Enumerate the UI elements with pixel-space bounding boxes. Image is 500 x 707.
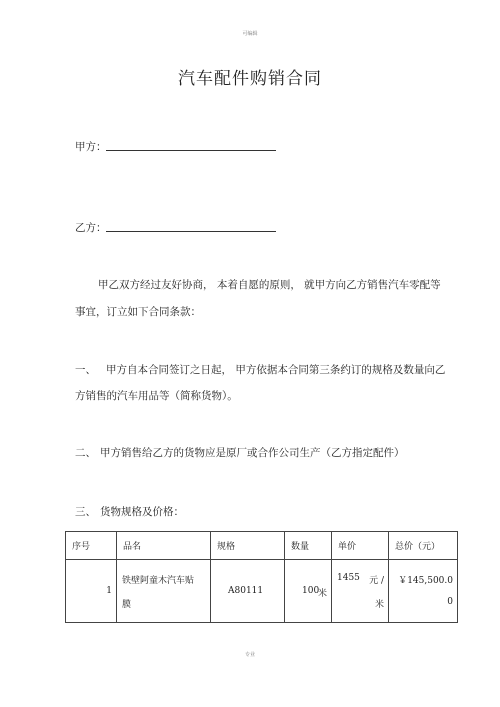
intro-line-2: 事宜，订立如下合同条款： (75, 306, 201, 318)
cell-name-line-1: 铁壁阿童木汽车贴 (122, 576, 195, 586)
cell-price-unit: 元 / (369, 576, 384, 586)
goods-price-table (65, 531, 458, 623)
cell-total (389, 560, 458, 623)
table-row (66, 560, 458, 623)
clause-3-number: 三、 (75, 506, 96, 518)
clause-1-line-1: 甲方自本合同签订之日起， 甲方依据本合同第三条约订的规格及数量向乙 (106, 364, 446, 376)
clause-3-text: 货物规格及价格： (100, 506, 184, 518)
cell-price-value: 1455 (337, 573, 360, 583)
cell-spec (211, 560, 285, 623)
cell-total-line-2: 0 (447, 597, 453, 607)
page-footer: 专业 (244, 652, 255, 658)
cell-qty-unit: 米 (317, 589, 327, 599)
table-header-row (66, 532, 458, 560)
column-header-unit-price: 单价 (332, 532, 389, 560)
column-header-qty: 数量 (285, 532, 332, 560)
column-header-spec: 规格 (211, 532, 285, 560)
cell-name-line-2: 膜 (122, 600, 132, 610)
cell-qty (285, 560, 332, 623)
cell-qty-value: 100 (302, 586, 320, 596)
clause-2-text: 甲方销售给乙方的货物应是原厂或合作公司生产（乙方指定配件） (100, 447, 405, 459)
document-title: 汽车配件购销合同 (178, 69, 322, 89)
clause-2-number: 二、 (75, 447, 96, 459)
cell-name (117, 560, 211, 623)
column-header-total: 总价（元） (389, 532, 458, 560)
page-header: 可编辑 (242, 31, 258, 37)
cell-index (66, 560, 117, 623)
party-b-blank-line (106, 231, 276, 232)
party-a-blank-line (106, 150, 276, 151)
intro-line-1: 甲乙双方经过友好协商， 本着自愿的原则， 就甲方向乙方销售汽车零配等 (98, 279, 441, 291)
cell-index-value: 1 (106, 586, 112, 596)
party-b-label: 乙方： (75, 222, 107, 234)
clause-1-number: 一、 (75, 364, 96, 376)
cell-unit-price (332, 560, 389, 623)
cell-spec-value: A80111 (228, 586, 264, 596)
party-a-label: 甲方： (75, 141, 107, 153)
column-header-index: 序号 (66, 532, 117, 560)
clause-1-line-2: 方销售的汽车用品等（简称货物）。 (75, 390, 238, 402)
cell-total-line-1: ￥145,500.0 (398, 576, 453, 586)
cell-price-unit-2: 米 (374, 600, 384, 610)
column-header-name: 品名 (117, 532, 211, 560)
